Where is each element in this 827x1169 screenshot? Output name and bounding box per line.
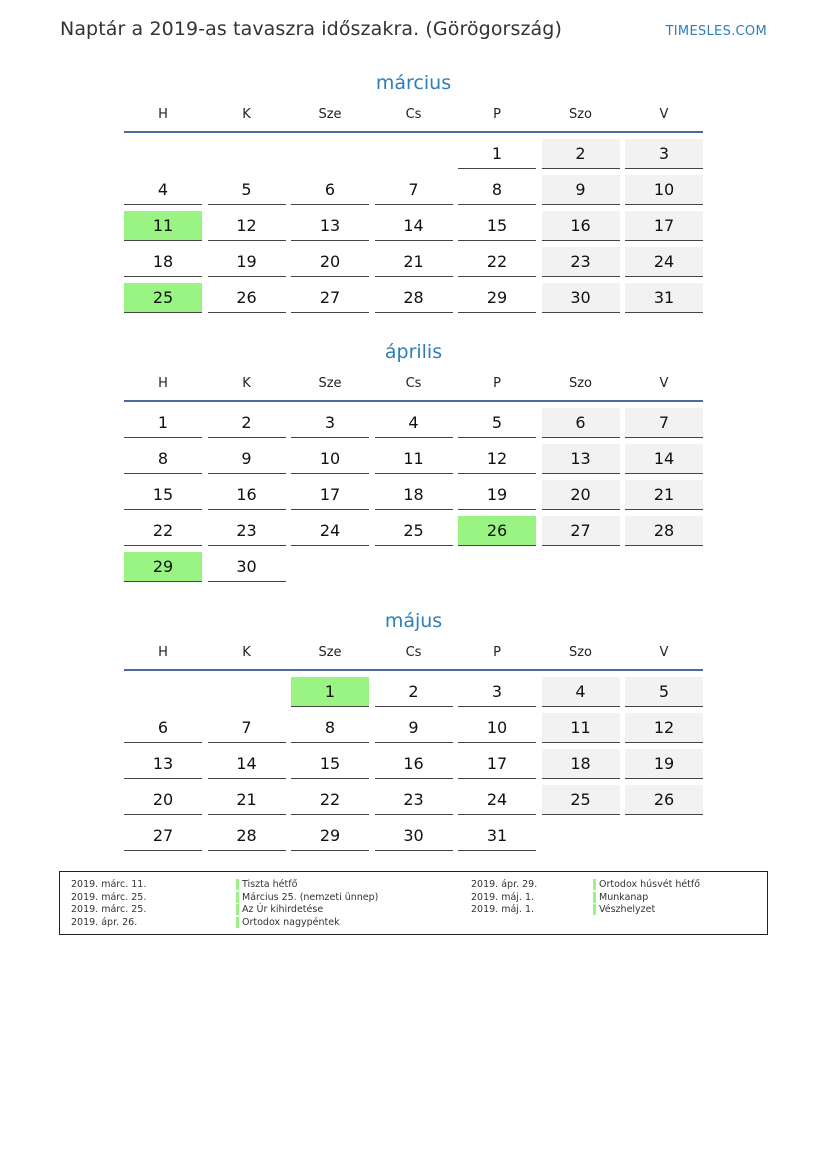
- holiday-color-marker: [593, 892, 596, 903]
- day-cell: 12: [458, 444, 536, 474]
- day-cell: 5: [208, 175, 286, 205]
- day-cell: 27: [542, 516, 620, 546]
- day-cell: 29: [124, 552, 202, 582]
- day-cell: 20: [291, 247, 369, 277]
- month-block: [124, 608, 703, 845]
- legend-holiday-name: Március 25. (nemzeti ünnep): [236, 892, 378, 904]
- weekday-label: P: [493, 376, 501, 391]
- day-cell: 9: [208, 444, 286, 474]
- day-cell: 30: [375, 821, 453, 851]
- day-cell: 11: [375, 444, 453, 474]
- day-cell: 2: [375, 677, 453, 707]
- weekday-label: V: [659, 376, 669, 391]
- day-cell: 8: [291, 713, 369, 743]
- holiday-color-marker: [593, 904, 596, 915]
- day-cell: 5: [458, 408, 536, 438]
- day-cell: 3: [291, 408, 369, 438]
- day-cell: 27: [291, 283, 369, 313]
- day-cell: 21: [375, 247, 453, 277]
- day-cell: 14: [375, 211, 453, 241]
- day-cell: 7: [208, 713, 286, 743]
- legend-date: 2019. márc. 11.: [71, 879, 147, 890]
- day-cell: 13: [291, 211, 369, 241]
- weekday-header: [124, 374, 703, 402]
- day-cell: 1: [124, 408, 202, 438]
- legend-holiday-name: Az Úr kihirdetése: [236, 904, 323, 916]
- day-cell: 23: [208, 516, 286, 546]
- legend-holiday-name: Munkanap: [593, 892, 648, 904]
- day-cell: 11: [542, 713, 620, 743]
- weekday-label: V: [659, 107, 669, 122]
- month-block: [124, 339, 703, 576]
- weekday-label: Szo: [568, 107, 593, 122]
- day-cell: 15: [124, 480, 202, 510]
- day-cell: 22: [291, 785, 369, 815]
- day-cell: 8: [458, 175, 536, 205]
- day-cell: 2: [208, 408, 286, 438]
- legend-date: 2019. ápr. 29.: [471, 879, 538, 890]
- day-cell: 26: [208, 283, 286, 313]
- weekday-label: K: [242, 376, 251, 391]
- day-cell: 31: [625, 283, 703, 313]
- day-cell: 7: [625, 408, 703, 438]
- legend-holiday-name: Ortodox nagypéntek: [236, 917, 340, 929]
- legend-date: 2019. márc. 25.: [71, 904, 147, 915]
- day-cell: 29: [291, 821, 369, 851]
- weekday-label: Cs: [405, 107, 422, 122]
- day-cell: 13: [124, 749, 202, 779]
- day-cell: 20: [124, 785, 202, 815]
- day-cell: 18: [124, 247, 202, 277]
- day-cell: 1: [291, 677, 369, 707]
- day-cell: 9: [375, 713, 453, 743]
- day-cell: 10: [458, 713, 536, 743]
- day-cell: 21: [208, 785, 286, 815]
- day-cell: 24: [291, 516, 369, 546]
- day-cell: 17: [458, 749, 536, 779]
- weekday-header: [124, 105, 703, 133]
- legend-date: 2019. máj. 1.: [471, 904, 535, 915]
- day-cell: 4: [375, 408, 453, 438]
- holiday-color-marker: [236, 917, 239, 928]
- weekday-label: P: [493, 645, 501, 660]
- day-cell: 19: [458, 480, 536, 510]
- day-cell: 18: [375, 480, 453, 510]
- day-cell: 7: [375, 175, 453, 205]
- day-cell: 3: [458, 677, 536, 707]
- holiday-color-marker: [593, 879, 596, 890]
- day-cell: 4: [124, 175, 202, 205]
- day-cell: 27: [124, 821, 202, 851]
- day-cell: 2: [542, 139, 620, 169]
- day-cell: 28: [208, 821, 286, 851]
- weekday-label: K: [242, 645, 251, 660]
- weekday-label: Sze: [318, 376, 342, 391]
- day-cell: 18: [542, 749, 620, 779]
- day-cell: 21: [625, 480, 703, 510]
- day-cell: 19: [208, 247, 286, 277]
- day-cell: 13: [542, 444, 620, 474]
- weekday-label: Sze: [318, 645, 342, 660]
- month-block: [124, 70, 703, 307]
- day-cell: 26: [625, 785, 703, 815]
- weekday-header: [124, 643, 703, 671]
- day-cell: 3: [625, 139, 703, 169]
- day-cell: 25: [124, 283, 202, 313]
- day-cell: 23: [375, 785, 453, 815]
- day-cell: 31: [458, 821, 536, 851]
- day-cell: 25: [542, 785, 620, 815]
- legend-date: 2019. márc. 25.: [71, 891, 147, 903]
- day-cell: 10: [291, 444, 369, 474]
- weekday-label: V: [659, 645, 669, 660]
- weekday-label: H: [158, 376, 168, 391]
- legend-date: 2019. máj. 1.: [471, 891, 535, 903]
- day-cell: 25: [375, 516, 453, 546]
- weekday-label: H: [158, 107, 168, 122]
- day-cell: 22: [124, 516, 202, 546]
- weekday-label: Szo: [568, 645, 593, 660]
- day-cell: 24: [625, 247, 703, 277]
- day-cell: 12: [208, 211, 286, 241]
- legend-holiday-name: Vészhelyzet: [593, 904, 655, 916]
- day-cell: 15: [291, 749, 369, 779]
- day-cell: 17: [625, 211, 703, 241]
- day-cell: 12: [625, 713, 703, 743]
- day-cell: 6: [124, 713, 202, 743]
- day-cell: 14: [208, 749, 286, 779]
- day-cell: 16: [375, 749, 453, 779]
- day-cell: 28: [375, 283, 453, 313]
- day-cell: 5: [625, 677, 703, 707]
- day-cell: 11: [124, 211, 202, 241]
- day-cell: 22: [458, 247, 536, 277]
- weekday-label: K: [242, 107, 251, 122]
- day-cell: 6: [542, 408, 620, 438]
- day-cell: 20: [542, 480, 620, 510]
- holiday-color-marker: [236, 904, 239, 915]
- weekday-label: P: [493, 107, 501, 122]
- day-cell: 6: [291, 175, 369, 205]
- month-title: április: [384, 341, 443, 363]
- legend-holiday-name: Tiszta hétfő: [236, 879, 297, 891]
- day-cell: 26: [458, 516, 536, 546]
- weekday-label: Cs: [405, 376, 422, 391]
- day-cell: 30: [542, 283, 620, 313]
- day-cell: 4: [542, 677, 620, 707]
- day-cell: 1: [458, 139, 536, 169]
- day-cell: 9: [542, 175, 620, 205]
- day-cell: 8: [124, 444, 202, 474]
- legend-holiday-name: Ortodox húsvét hétfő: [593, 879, 700, 891]
- day-cell: 23: [542, 247, 620, 277]
- day-cell: 16: [208, 480, 286, 510]
- day-cell: 10: [625, 175, 703, 205]
- day-cell: 15: [458, 211, 536, 241]
- weekday-label: H: [158, 645, 168, 660]
- month-title: május: [384, 610, 443, 632]
- day-cell: 30: [208, 552, 286, 582]
- legend-date: 2019. ápr. 26.: [71, 916, 138, 928]
- weekday-label: Cs: [405, 645, 422, 660]
- day-cell: 24: [458, 785, 536, 815]
- day-cell: 29: [458, 283, 536, 313]
- brand-link[interactable]: TIMESLES.COM: [665, 24, 767, 39]
- day-cell: 17: [291, 480, 369, 510]
- page-title: Naptár a 2019-as tavaszra időszakra. (Görögország): [60, 18, 562, 40]
- holiday-legend: [59, 871, 768, 935]
- month-title: március: [375, 72, 452, 94]
- day-cell: 14: [625, 444, 703, 474]
- weekday-label: Sze: [318, 107, 342, 122]
- weekday-label: Szo: [568, 376, 593, 391]
- holiday-color-marker: [236, 879, 239, 890]
- day-cell: 28: [625, 516, 703, 546]
- day-cell: 16: [542, 211, 620, 241]
- day-cell: 19: [625, 749, 703, 779]
- holiday-color-marker: [236, 892, 239, 903]
